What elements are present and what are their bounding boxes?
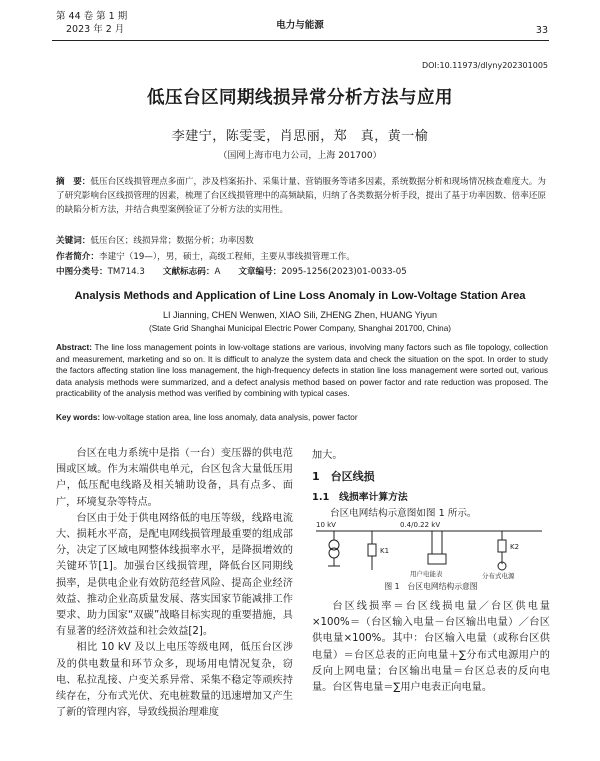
switch-k2 xyxy=(498,540,506,552)
body-left-column xyxy=(56,446,293,721)
publication-date: 2023 年 2 月 xyxy=(66,24,125,35)
english-keywords-label: Key words: xyxy=(56,413,101,422)
user-meter-box xyxy=(428,554,446,564)
label-k1: K1 xyxy=(380,547,390,555)
english-keywords xyxy=(56,412,548,424)
page-number: 33 xyxy=(535,25,548,36)
article-number-label: 文章编号： xyxy=(238,267,282,277)
classification-line xyxy=(56,265,546,279)
label-user-meter: 用户电能表 xyxy=(410,570,443,578)
figure-1-diagram xyxy=(312,518,550,580)
line-loss-formula-paragraph: 台区线损率＝台区线损电量／台区供电量×100%＝（台区输入电量－台区输出电量）／台区供电量×100%。其中：台区输入电量（或称台区供电量）＝台区总表的正向电量＋∑分布式电源用户的反向上网电量；台区输出电量＝台区总表的反向电量。台区售电量＝∑用户电表正向电量。 xyxy=(312,601,550,694)
abstract-cn-label: 摘 要： xyxy=(56,177,91,187)
body-paragraph-2: 台区由于处于供电网络低的电压等级，线路电流大、损耗水平高，是配电网线损管理最重要的组成部分，决定了区域电网整体线损率水平，是降损增效的关键环节[1]。加强台区线损管理，降低台区同期线损率，是供电企业有效防范经营风险、提高企业经济效益、推动企业高质量发展、落实国家节能减排工作要求、助力国家“双碳”战略目标实现的重要措施，具有显著的经济效益和社会效益[2]。 xyxy=(56,512,293,638)
affiliation: （国网上海市电力公司，上海 201700） xyxy=(218,151,382,161)
english-title: Analysis Methods and Application of Line Loss Anomaly in Low-Voltage Station Area xyxy=(74,290,526,302)
english-authors: LI Jianning, CHEN Wenwen, XIAO Sili, ZHENG Zhen, HUANG Yiyun xyxy=(163,310,437,320)
english-keywords-text: low-voltage station area, line loss anomaly, data analysis, power factor xyxy=(102,413,358,422)
doc-code-label: 文献标志码： xyxy=(162,267,215,277)
abstract-cn xyxy=(56,175,546,218)
authors: 李建宁，陈雯雯，肖思丽，郑 真，黄一榆 xyxy=(171,129,429,144)
english-abstract xyxy=(56,342,548,400)
author-bio-label: 作者简介： xyxy=(56,252,99,262)
english-abstract-text: The line loss management points in low-voltage stations are various, involving many factors such as file topology, collection and measurement, marketing and so on. It is difficult to analyze the system data and check the situation on the spot. In order to study the factors affecting station line loss management, the high-frequency defects in station line loss management were sorted out, various data analysis methods were summarized, and a defect analysis method based on power factor and rate reduction was proposed. The practicability of the analysis method was verified by combining with typical cases. xyxy=(56,343,548,399)
abstract-cn-text: 低压台区线损管理点多面广，涉及档案拓扑、采集计量、营销服务等诸多因素，系统数据分析和现场情况核查难度大。为了研究影响台区线损管理的因素，梳理了台区线损管理中的高频缺陷，归纳了各类数据分析手段，提出了基于功率因数、倍率还原的缺陷分析方法，并结合典型案例验证了分析方法的实用性。 xyxy=(56,177,546,216)
english-abstract-label: Abstract: xyxy=(56,343,92,352)
body-right-column xyxy=(312,599,550,696)
doc-code-value: A xyxy=(214,267,221,277)
clc-value: TM714.3 xyxy=(107,267,145,277)
journal-name: 电力与能源 xyxy=(276,20,324,31)
english-block xyxy=(0,290,600,440)
clc-label: 中图分类号： xyxy=(56,267,108,277)
label-pv: 分布式电源 xyxy=(482,572,515,580)
doi: DOI:10.11973/dlyny202301005 xyxy=(421,61,548,70)
body-continuation: 加大。 xyxy=(312,450,343,461)
label-04kv: 0.4/0.22 kV xyxy=(400,521,441,529)
section-1-heading: 1 台区线损 xyxy=(312,470,375,483)
english-affiliation: (State Grid Shanghai Municipal Electric Power Company, Shanghai 201700, China) xyxy=(148,324,452,333)
author-bio xyxy=(56,250,546,264)
keywords-cn-label: 关键词： xyxy=(56,236,91,246)
figure-intro-text: 台区电网结构示意图如图 1 所示。 xyxy=(330,508,477,519)
label-k2: K2 xyxy=(510,543,520,551)
section-1-1-heading: 1.1 线损率计算方法 xyxy=(312,492,408,503)
volume-issue: 第 44 卷 第 1 期 xyxy=(56,11,128,22)
body-paragraph-3: 相比 10 kV 及以上电压等级电网，低压台区涉及的供电数量和环节众多，现场用电情况复杂，窃电、私拉乱接、户变关系异常、采集不稳定等顽疾持续存在，分布式光伏、充电桩数量的迅速增加又产生了新的管理内容，导致线损治理难度 xyxy=(56,642,293,719)
keywords-cn-text: 低压台区；线损异常；数据分析；功率因数 xyxy=(90,236,254,246)
keywords-cn xyxy=(56,234,546,248)
author-bio-text: 李建宁（19—），男，硕士，高级工程师，主要从事线损管理工作。 xyxy=(98,252,355,262)
label-10kv: 10 kV xyxy=(316,521,336,529)
article-number-value: 2095-1256(2023)01-0033-05 xyxy=(281,267,407,277)
figure-1-caption: 图 1 台区电网结构示意图 xyxy=(384,582,478,591)
body-paragraph-1: 台区在电力系统中是指（一台）变压器的供电范围或区域。作为末端供电单元，台区包含大量低压用户，低压配电线路及相关辅助设备，具有点多、面广，环境复杂等特点。 xyxy=(56,448,293,508)
paper-title: 低压台区同期线损异常分析方法与应用 xyxy=(147,88,453,108)
switch-k1 xyxy=(368,544,376,556)
header-rule xyxy=(52,40,549,41)
